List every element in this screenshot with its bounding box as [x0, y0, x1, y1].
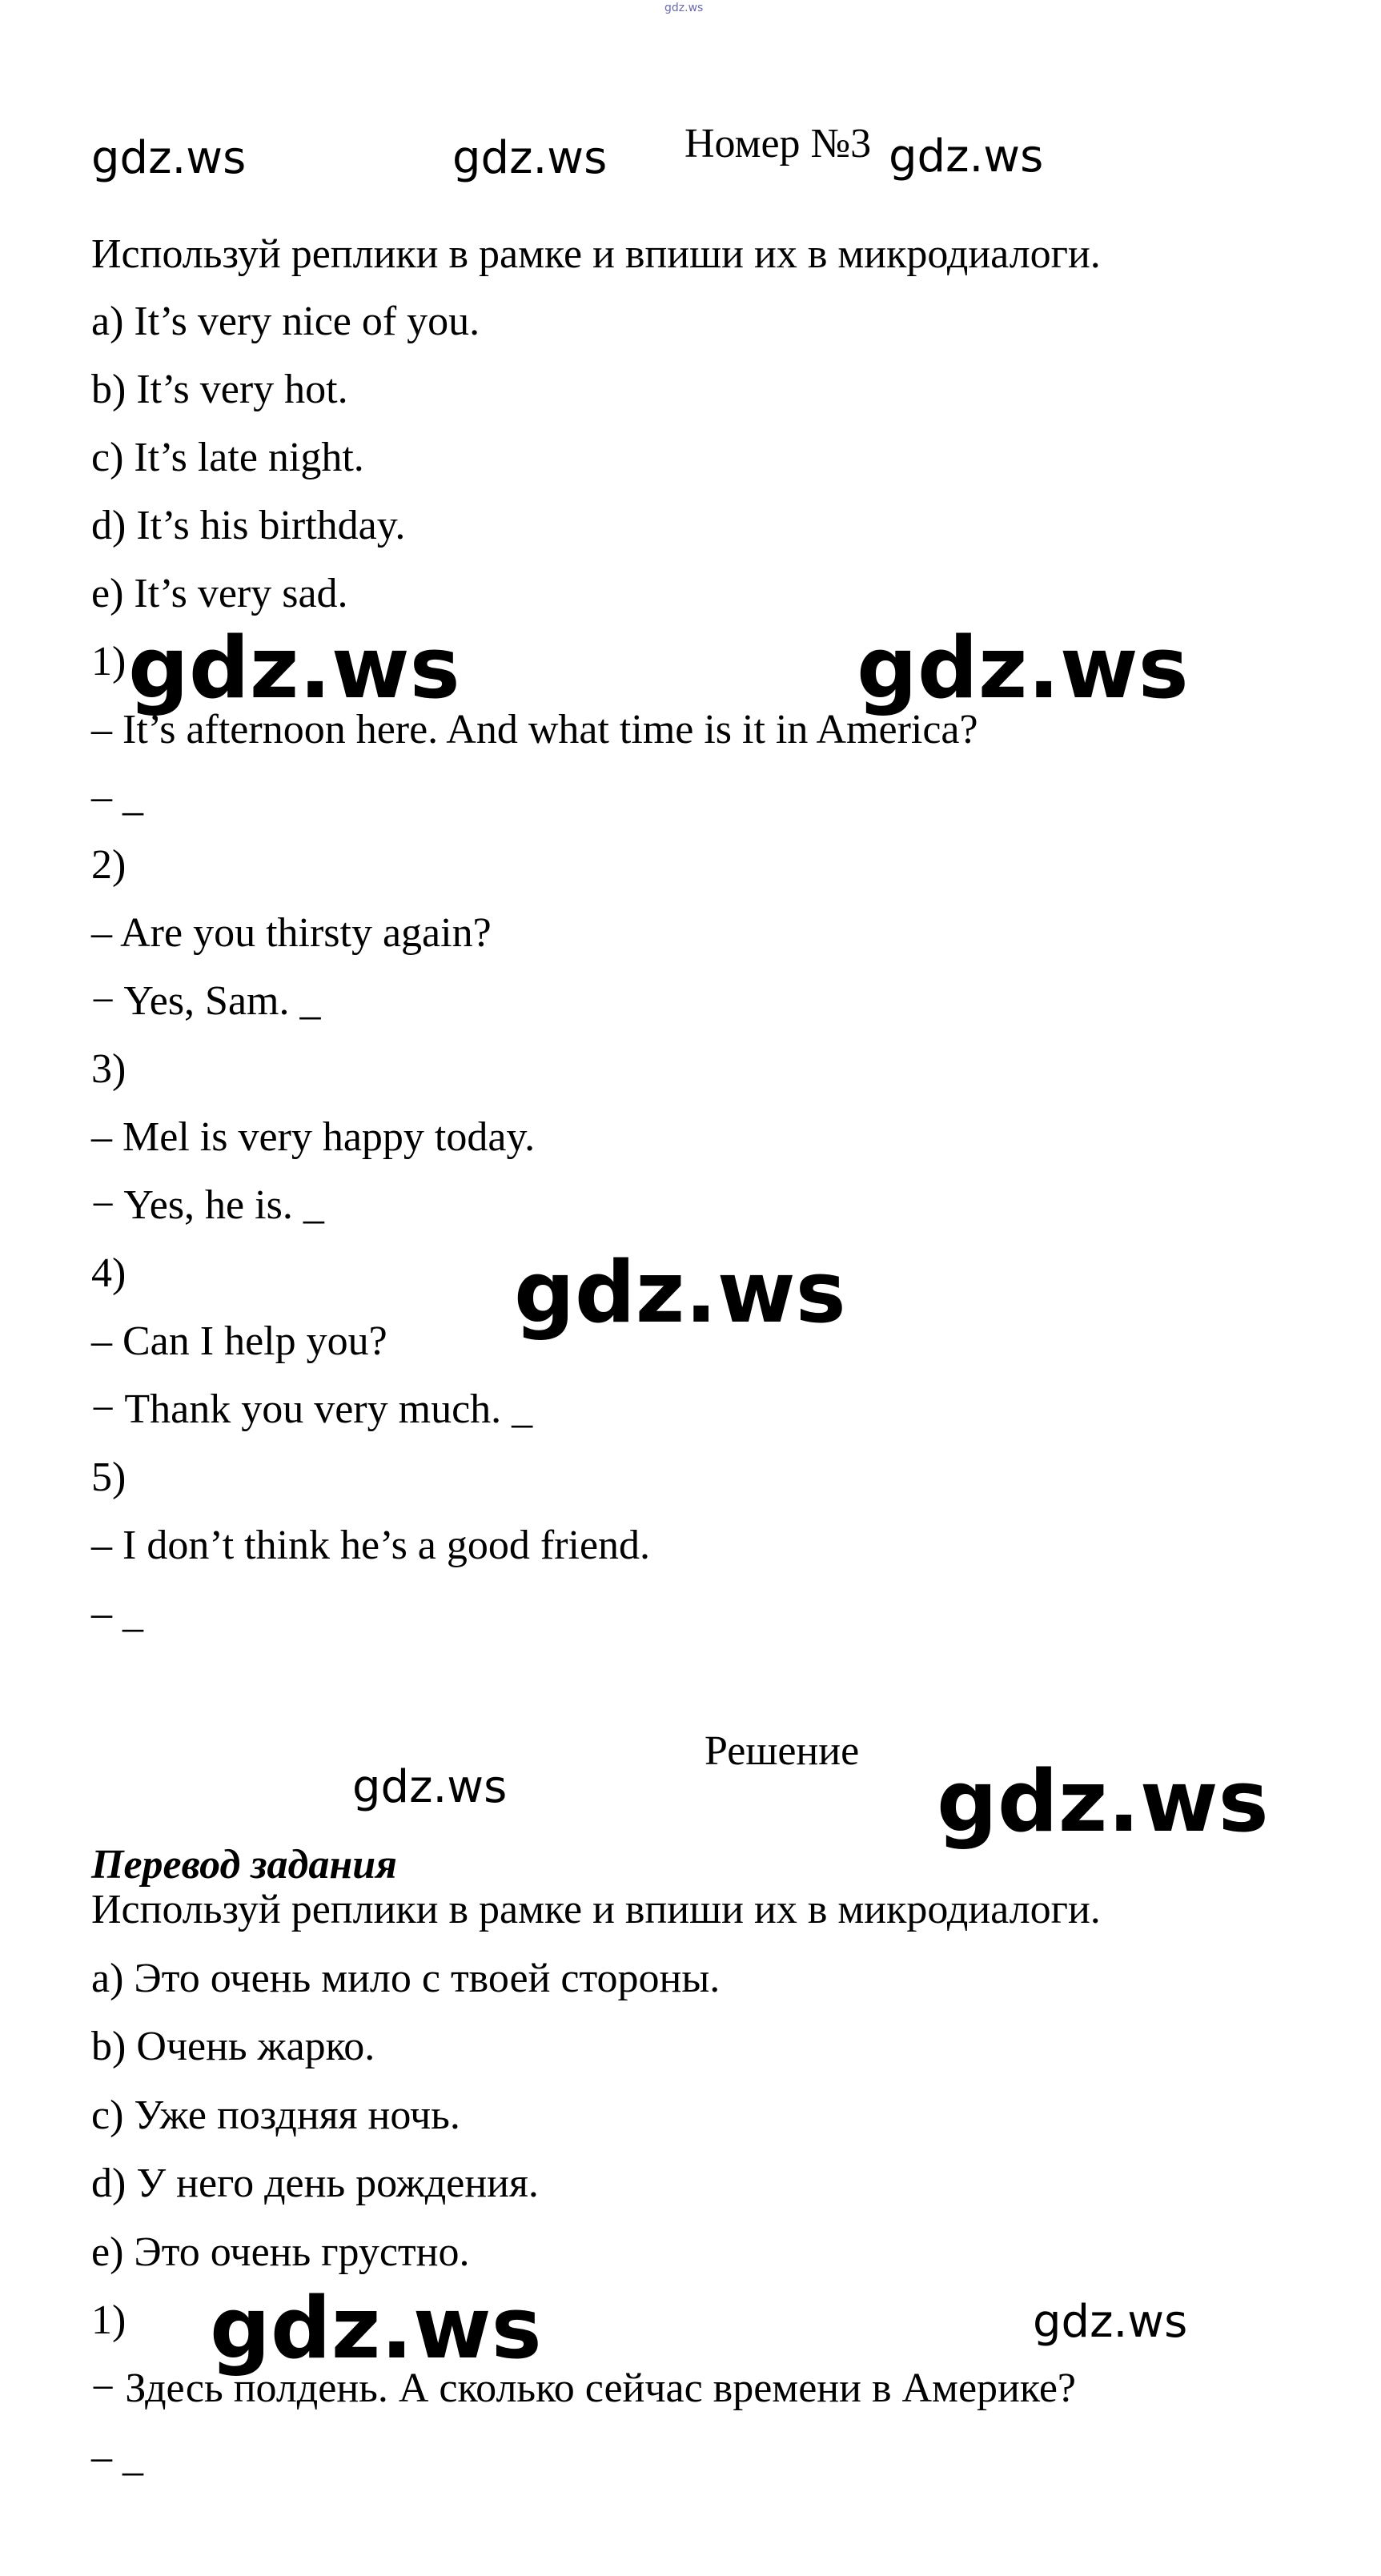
dialogue-line: – Mel is very happy today. [91, 1114, 536, 1160]
dialogue-line: – It’s afternoon here. And what time is it in America? [91, 707, 978, 752]
watermark: gdz.ws [514, 1243, 846, 1342]
watermark: gdz.ws [889, 130, 1044, 183]
solution-option: c) Уже поздняя ночь. [91, 2092, 460, 2138]
watermark: gdz.ws [210, 2279, 542, 2377]
task-option: e) It’s very sad. [91, 571, 348, 616]
task-option: b) It’s very hot. [91, 367, 348, 412]
dialogue-number: 1) [91, 639, 126, 684]
dialogue-line: – Can I help you? [91, 1318, 387, 1364]
translation-heading: Перевод задания [91, 1842, 397, 1888]
solution-option: e) Это очень грустно. [91, 2229, 470, 2275]
top-watermark: gdz.ws [664, 2, 704, 14]
dialogue-number: 5) [91, 1455, 126, 1500]
dialogue-line: − Yes, he is. _ [91, 1182, 324, 1228]
solution-heading: Решение [705, 1728, 860, 1774]
solution-dialogue-number: 1) [91, 2297, 126, 2343]
solution-option: a) Это очень мило с твоей стороны. [91, 1956, 721, 2001]
watermark: gdz.ws [1033, 2296, 1188, 2348]
dialogue-number: 3) [91, 1046, 126, 1092]
dialogue-number: 4) [91, 1250, 126, 1296]
task-instruction: Используй реплики в рамке и впиши их в микродиалоги. [91, 231, 1101, 277]
dialogue-number: 2) [91, 842, 126, 888]
watermark: gdz.ws [937, 1752, 1269, 1851]
watermark: gdz.ws [91, 132, 247, 184]
solution-dialogue-line: – _ [91, 2434, 143, 2480]
dialogue-line: − Thank you very much. _ [91, 1386, 533, 1432]
page-title: Номер №3 [684, 121, 872, 167]
task-option: d) It’s his birthday. [91, 503, 406, 548]
dialogue-line: – Are you thirsty again? [91, 910, 492, 956]
dialogue-line: − Yes, Sam. _ [91, 978, 321, 1024]
solution-option: d) У него день рождения. [91, 2161, 539, 2206]
task-option: c) It’s late night. [91, 435, 364, 480]
task-option: a) It’s very nice of you. [91, 299, 480, 344]
watermark: gdz.ws [452, 132, 608, 184]
watermark: gdz.ws [128, 619, 460, 717]
watermark: gdz.ws [352, 1761, 508, 1813]
watermark: gdz.ws [857, 619, 1189, 717]
solution-instruction: Используй реплики в рамке и впиши их в микродиалоги. [91, 1887, 1101, 1932]
dialogue-line: – I don’t think he’s a good friend. [91, 1523, 651, 1568]
dialogue-line: – _ [91, 1591, 143, 1636]
solution-dialogue-line: − Здесь полдень. А сколько сейчас времени в Америке? [91, 2365, 1076, 2411]
solution-option: b) Очень жарко. [91, 2024, 375, 2069]
dialogue-line: – _ [91, 774, 143, 820]
